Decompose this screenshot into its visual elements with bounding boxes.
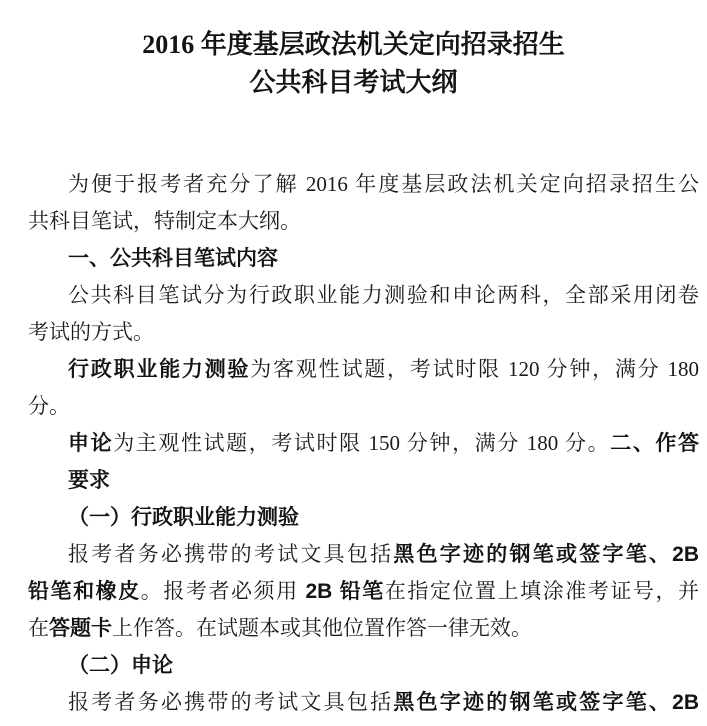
para-shenlun-line-1 xyxy=(28,425,699,462)
title-line-2: 公共科目考试大纲 xyxy=(249,68,458,97)
bold-text-run: 二、作答 xyxy=(610,432,700,455)
bold-text-run: 黑色字迹的钢笔或签字笔、2B xyxy=(393,543,700,566)
text-run: 公共科目笔试分为行政职业能力测验和申论两科，全部采用闭卷 xyxy=(68,283,699,307)
text-run: 考试的方式。 xyxy=(28,320,154,344)
text-run: 为便于报考者充分了解 2016 年度基层政法机关定向招录招生公 xyxy=(68,172,699,196)
para-intro-line-1 xyxy=(28,166,699,203)
bold-text-run: 申论 xyxy=(68,432,114,455)
text-run: 在指定位置上填涂准考证号，并 xyxy=(384,579,700,603)
heading-subsection-2 xyxy=(28,647,699,684)
text-run: 为客观性试题，考试时限 120 分钟，满分 180 xyxy=(250,357,699,381)
text-run: 。报考者必须用 xyxy=(140,579,306,603)
bold-text-run: （二）申论 xyxy=(68,654,173,677)
para-xingce-line-2 xyxy=(28,388,699,425)
text-run: 报考者务必携带的考试文具包括 xyxy=(68,690,394,714)
bold-text-run: 2B 铅笔 xyxy=(305,580,385,603)
bold-text-run: 答题卡 xyxy=(49,617,112,640)
text-run: 在 xyxy=(28,616,49,640)
text-run: 为主观性试题，考试时限 150 分钟，满分 180 分。 xyxy=(113,431,611,455)
bold-text-run: 行政职业能力测验 xyxy=(68,358,251,381)
para-stationery-1-line-2 xyxy=(28,573,699,610)
text-run: 报考者务必携带的考试文具包括 xyxy=(68,542,394,566)
para-xingce-line-1 xyxy=(28,351,699,388)
para-subjects-line-2 xyxy=(28,314,699,351)
text-run: 上作答。在试题本或其他位置作答一律无效。 xyxy=(112,616,532,640)
para-intro-line-2 xyxy=(28,203,699,240)
document-body xyxy=(28,166,699,721)
bold-text-run: 一、公共科目笔试内容 xyxy=(68,247,278,270)
heading-section-2-wrap xyxy=(28,462,699,499)
heading-section-1 xyxy=(28,240,699,277)
para-stationery-2-line-1 xyxy=(28,684,699,721)
text-run: 共科目笔试，特制定本大纲。 xyxy=(28,209,301,233)
title-line-1: 2016 年度基层政法机关定向招录招生 xyxy=(142,30,565,59)
bold-text-run: 要求 xyxy=(68,469,110,492)
bold-text-run: 铅笔和橡皮 xyxy=(28,580,141,603)
para-stationery-1-line-3 xyxy=(28,610,699,647)
bold-text-run: （一）行政职业能力测验 xyxy=(68,506,299,529)
heading-subsection-1 xyxy=(28,499,699,536)
bold-text-run: 黑色字迹的钢笔或签字笔、2B xyxy=(393,691,700,714)
document-title xyxy=(0,20,707,102)
para-subjects-line-1 xyxy=(28,277,699,314)
para-stationery-1-line-1 xyxy=(28,536,699,573)
text-run: 分。 xyxy=(28,394,70,418)
